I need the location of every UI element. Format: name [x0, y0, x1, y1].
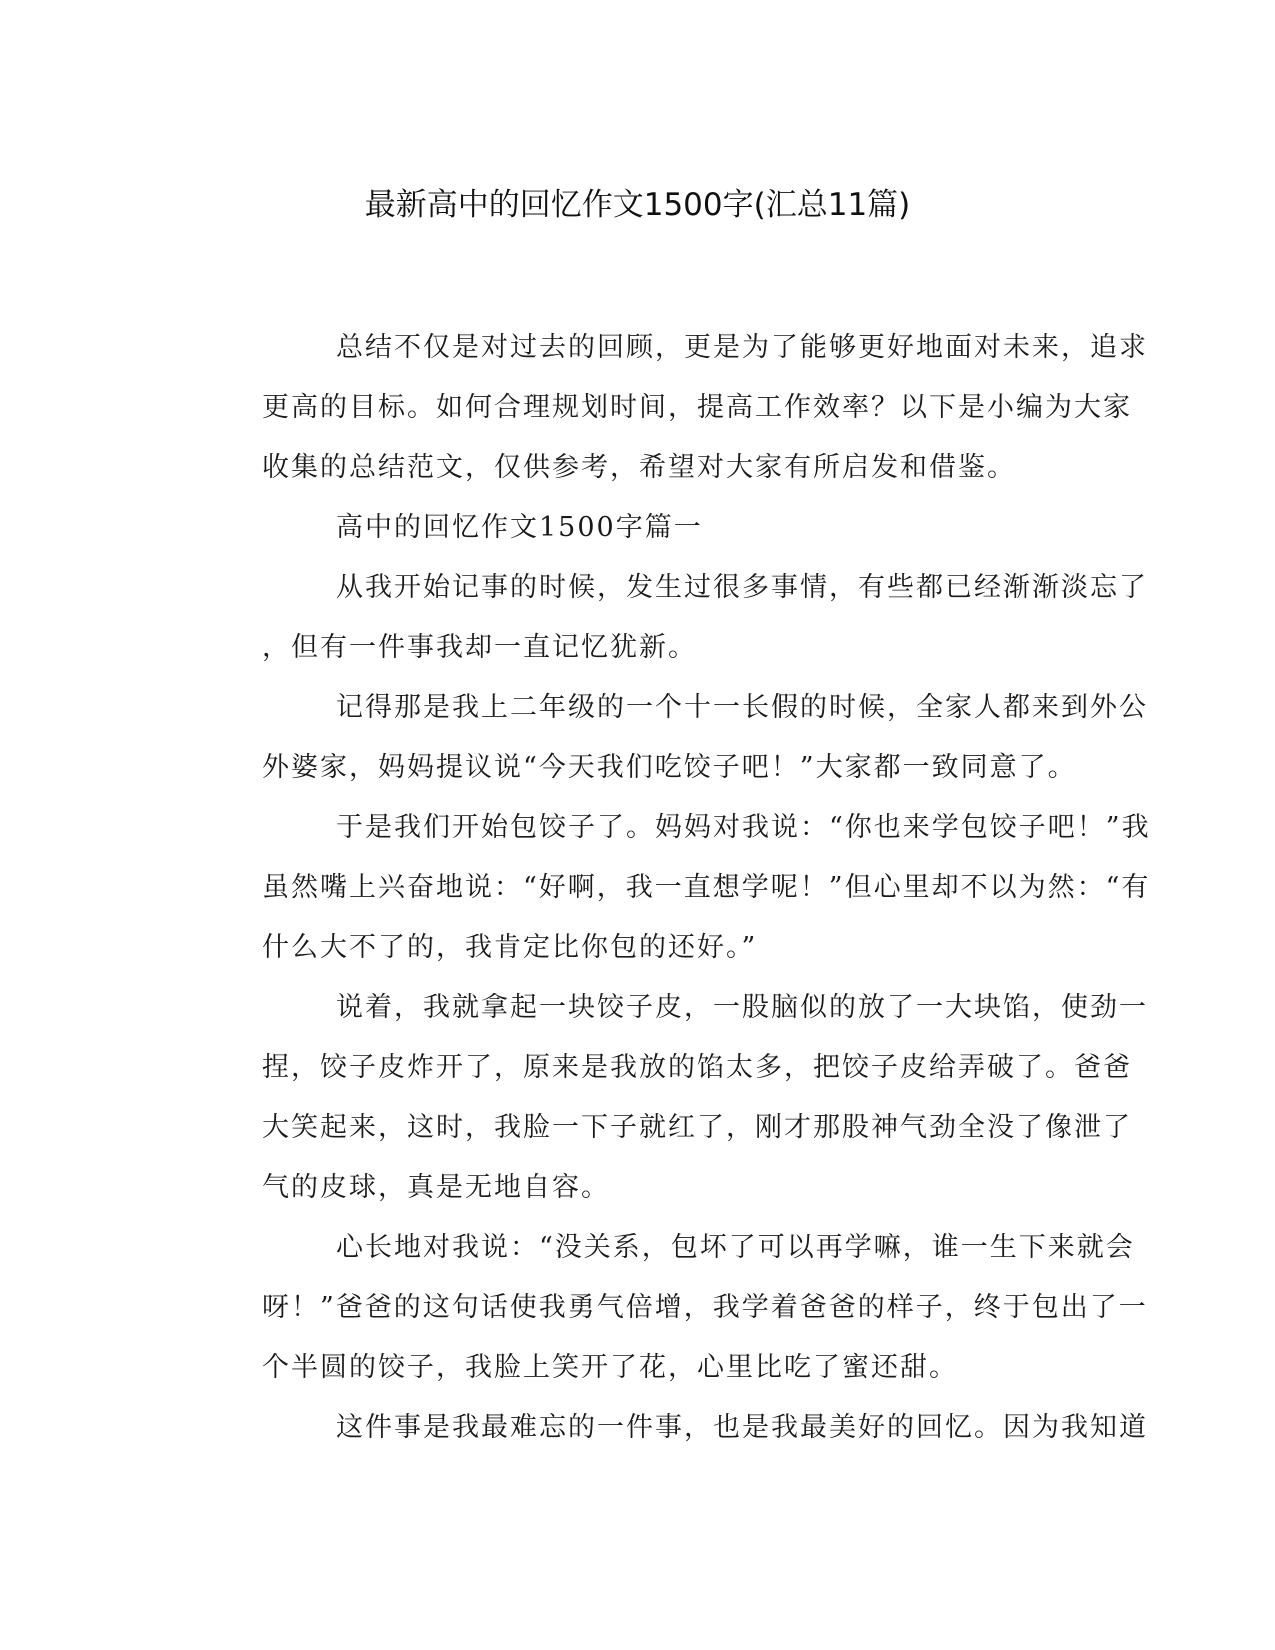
body-paragraph [188, 1398, 1148, 1458]
text-line: 呀！”爸爸的这句话使我勇气倍增，我学着爸爸的样子，终于包出了一 [262, 1292, 1148, 1323]
body-paragraph [188, 978, 1148, 1218]
text-line: 收集的总结范文，仅供参考，希望对大家有所启发和借鉴。 [262, 452, 1016, 483]
text-line: 说着，我就拿起一块饺子皮，一股脑似的放了一大块馅，使劲一 [336, 992, 1148, 1023]
text-line: 总结不仅是对过去的回顾，更是为了能够更好地面对未来，追求 [336, 332, 1148, 363]
text-line: 心长地对我说：“没关系，包坏了可以再学嘛，谁一生下来就会 [336, 1232, 1135, 1263]
text-line: 这件事是我最难忘的一件事，也是我最美好的回忆。因为我知道 [336, 1412, 1148, 1443]
body-paragraph [188, 678, 1148, 798]
text-line: 什么大不了的，我肯定比你包的还好。” [262, 932, 758, 963]
text-line: 捏，饺子皮炸开了，原来是我放的馅太多，把饺子皮给弄破了。爸爸 [262, 1052, 1132, 1083]
section-heading-text: 高中的回忆作文1500字篇一 [336, 512, 703, 543]
text-line: 虽然嘴上兴奋地说：“好啊，我一直想学呢！”但心里却不以为然：“有 [262, 872, 1151, 903]
text-line: 大笑起来，这时，我脸一下子就红了，刚才那股神气劲全没了像泄了 [262, 1112, 1132, 1143]
document-title: 最新高中的回忆作文1500字(汇总11篇) [364, 187, 911, 223]
text-line: 个半圆的饺子，我脸上笑开了花，心里比吃了蜜还甜。 [262, 1352, 958, 1383]
text-line: 更高的目标。如何合理规划时间，提高工作效率？以下是小编为大家 [262, 392, 1132, 423]
text-line: 外婆家，妈妈提议说“今天我们吃饺子吧！”大家都一致同意了。 [262, 752, 1077, 783]
body-paragraph [188, 558, 1148, 678]
text-line: 于是我们开始包饺子了。妈妈对我说：“你也来学包饺子吧！”我 [336, 812, 1151, 843]
text-line: 记得那是我上二年级的一个十一长假的时候，全家人都来到外公 [336, 692, 1148, 723]
section-heading [188, 498, 1078, 558]
text-line: 气的皮球，真是无地自容。 [262, 1172, 610, 1203]
body-paragraph [188, 1218, 1148, 1398]
body-paragraph [188, 798, 1151, 978]
document-body [188, 318, 1151, 1458]
intro-paragraph [188, 318, 1148, 498]
text-line: 从我开始记事的时候，发生过很多事情，有些都已经渐渐淡忘了 [336, 572, 1148, 603]
text-line: ，但有一件事我却一直记忆犹新。 [262, 632, 697, 663]
